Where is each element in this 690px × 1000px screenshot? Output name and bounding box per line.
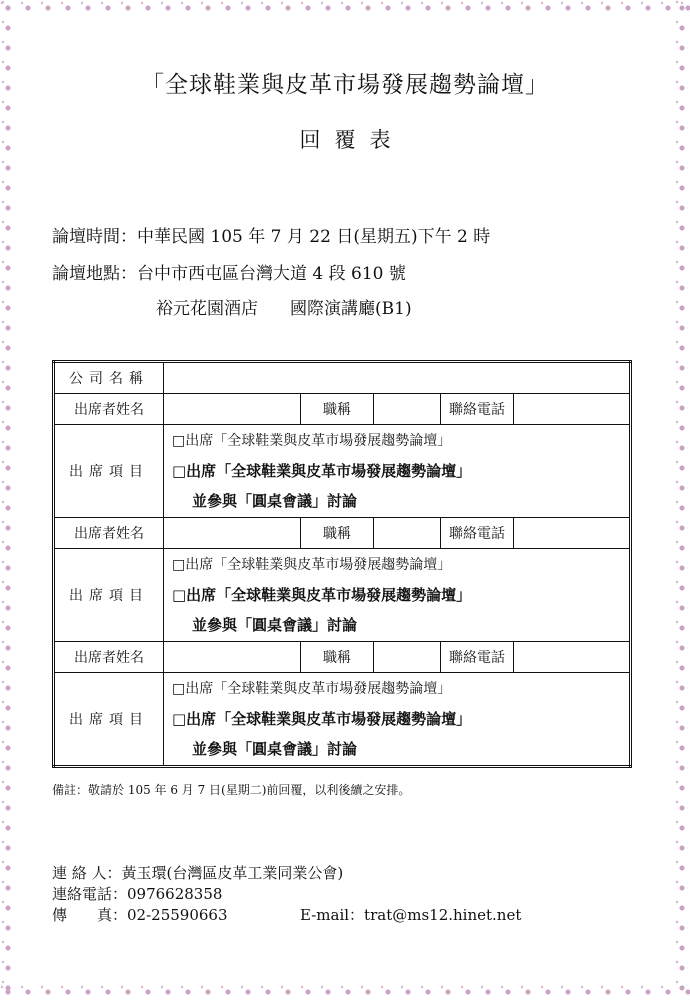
job-title-label: 職稱 — [301, 394, 374, 425]
option-roundtable-text: 並參與「圓桌會議」討論 — [192, 492, 358, 510]
attend-items-label: 出席項目 — [54, 425, 164, 518]
attendee-name-field[interactable] — [164, 394, 301, 425]
option-roundtable-text: 並參與「圓桌會議」討論 — [192, 740, 358, 758]
reply-deadline-note: 備註：敬請於 105 年 6 月 7 日(星期二)前回覆，以利後續之安排。 — [52, 783, 411, 797]
job-title-field[interactable] — [374, 642, 441, 673]
option-forum-checkbox[interactable]: □出席「全球鞋業與皮革市場發展趨勢論壇」 — [172, 433, 452, 449]
contact-phone: 連絡電話：0976628358 — [52, 885, 223, 903]
job-title-label: 職稱 — [301, 518, 374, 549]
attendee-name-label: 出席者姓名 — [54, 642, 164, 673]
company-name-field[interactable] — [164, 362, 631, 394]
option-forum-checkbox[interactable]: □出席「全球鞋業與皮革市場發展趨勢論壇」 — [172, 681, 452, 697]
attendee-name-field[interactable] — [164, 518, 301, 549]
contact-email: E-mail：trat@ms12.hinet.net — [300, 906, 522, 924]
phone-field[interactable] — [514, 394, 631, 425]
option-forum-roundtable-checkbox[interactable]: □出席「全球鞋業與皮革市場發展趨勢論壇」 — [172, 462, 472, 480]
venue-hotel: 裕元花園酒店 — [156, 299, 258, 319]
page-subtitle: 回覆表 — [299, 128, 405, 152]
contact-fax: 傳 真：02-25590663 — [52, 906, 228, 924]
attend-options — [164, 549, 631, 642]
phone-field[interactable] — [514, 642, 631, 673]
option-roundtable-text: 並參與「圓桌會議」討論 — [192, 616, 358, 634]
attend-options — [164, 673, 631, 767]
option-forum-roundtable-checkbox[interactable]: □出席「全球鞋業與皮革市場發展趨勢論壇」 — [172, 710, 472, 728]
option-forum-checkbox[interactable]: □出席「全球鞋業與皮革市場發展趨勢論壇」 — [172, 557, 452, 573]
venue-hall: 國際演講廳(B1) — [290, 299, 412, 319]
attendee-name-field[interactable] — [164, 642, 301, 673]
phone-field[interactable] — [514, 518, 631, 549]
forum-place: 論壇地點：台中市西屯區台灣大道 4 段 610 號 — [52, 264, 406, 284]
contact-person: 連 絡 人：黃玉環(台灣區皮革工業同業公會) — [52, 864, 344, 882]
forum-venue — [156, 294, 412, 319]
attend-options — [164, 425, 631, 518]
phone-label: 聯絡電話 — [441, 518, 514, 549]
attendee-name-label: 出席者姓名 — [54, 518, 164, 549]
decorative-border-top — [0, 0, 690, 16]
attendee-name-label: 出席者姓名 — [54, 394, 164, 425]
job-title-label: 職稱 — [301, 642, 374, 673]
phone-label: 聯絡電話 — [441, 642, 514, 673]
attend-items-label: 出席項目 — [54, 673, 164, 767]
reply-form-table — [52, 360, 632, 768]
company-name-label: 公司名稱 — [54, 362, 164, 394]
job-title-field[interactable] — [374, 394, 441, 425]
decorative-border-bottom — [0, 984, 690, 1000]
phone-label: 聯絡電話 — [441, 394, 514, 425]
option-forum-roundtable-checkbox[interactable]: □出席「全球鞋業與皮革市場發展趨勢論壇」 — [172, 586, 472, 604]
page-title: 「全球鞋業與皮革市場發展趨勢論壇」 — [141, 72, 549, 98]
job-title-field[interactable] — [374, 518, 441, 549]
attend-items-label: 出席項目 — [54, 549, 164, 642]
forum-time: 論壇時間：中華民國 105 年 7 月 22 日(星期五)下午 2 時 — [52, 227, 491, 247]
